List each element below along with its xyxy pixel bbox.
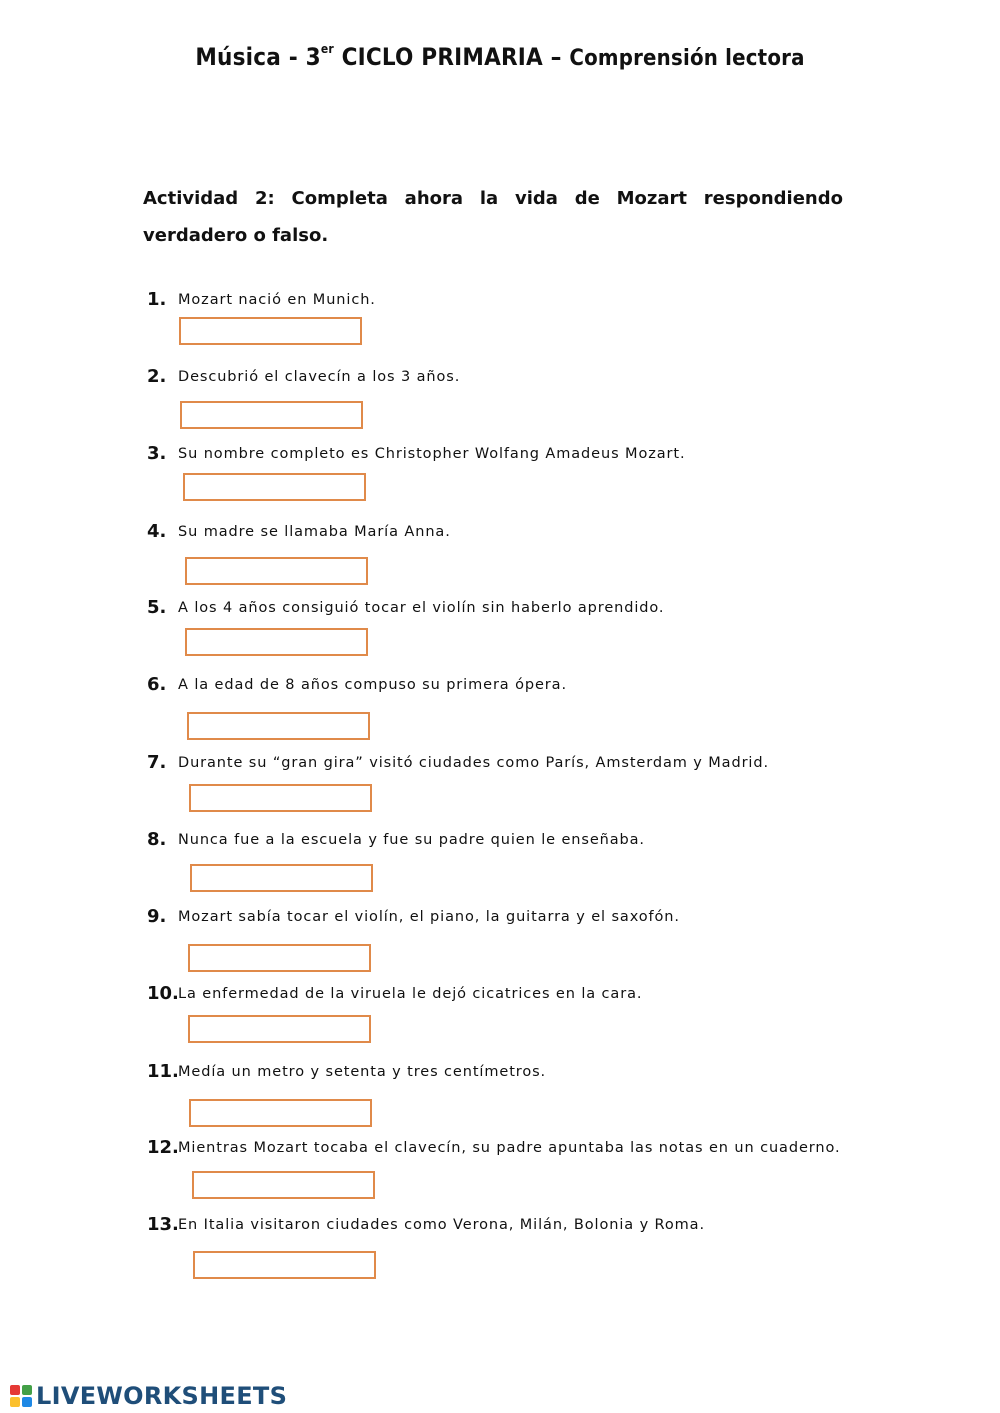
logo-tile — [10, 1397, 20, 1407]
logo-tile — [22, 1385, 32, 1395]
question-number: 8. — [147, 829, 167, 850]
footer-logo — [10, 1382, 287, 1410]
question-number: 2. — [147, 366, 167, 387]
question-number: 13. — [147, 1214, 179, 1235]
question-number: 7. — [147, 752, 167, 773]
answer-input-3[interactable] — [183, 473, 366, 501]
question-text: Mozart sabía tocar el violín, el piano, la guitarra y el saxofón. — [178, 909, 680, 925]
answer-input-1[interactable] — [179, 317, 362, 345]
question-number: 4. — [147, 521, 167, 542]
question-text: Su nombre completo es Christopher Wolfang Amadeus Mozart. — [178, 446, 686, 462]
question-text: Mozart nació en Munich. — [178, 292, 376, 308]
answer-input-5[interactable] — [185, 628, 368, 656]
question-text: En Italia visitaron ciudades como Verona, Milán, Bolonia y Roma. — [178, 1217, 705, 1233]
answer-input-7[interactable] — [189, 784, 372, 812]
question-text: Nunca fue a la escuela y fue su padre quien le enseñaba. — [178, 832, 645, 848]
question-number: 12. — [147, 1137, 179, 1158]
question-text: A la edad de 8 años compuso su primera ópera. — [178, 677, 567, 693]
liveworksheets-logo-icon — [10, 1385, 32, 1407]
answer-input-13[interactable] — [193, 1251, 376, 1279]
question-text: A los 4 años consiguió tocar el violín sin haberlo aprendido. — [178, 600, 665, 616]
answer-input-9[interactable] — [188, 944, 371, 972]
question-text: Medía un metro y setenta y tres centímetros. — [178, 1064, 547, 1080]
question-number: 10. — [147, 983, 179, 1004]
question-text: La enfermedad de la viruela le dejó cicatrices en la cara. — [178, 986, 643, 1002]
question-text: Descubrió el clavecín a los 3 años. — [178, 369, 461, 385]
brand-name: LIVEWORKSHEETS — [36, 1382, 288, 1410]
logo-tile — [22, 1397, 32, 1407]
question-number: 3. — [147, 443, 167, 464]
answer-input-4[interactable] — [185, 557, 368, 585]
question-text: Su madre se llamaba María Anna. — [178, 524, 451, 540]
question-number: 6. — [147, 674, 167, 695]
answer-input-6[interactable] — [187, 712, 370, 740]
logo-tile — [10, 1385, 20, 1395]
answer-input-10[interactable] — [188, 1015, 371, 1043]
answer-input-12[interactable] — [192, 1171, 375, 1199]
answer-input-2[interactable] — [180, 401, 363, 429]
question-number: 1. — [147, 289, 167, 310]
page-title: Música - 3er CICLO PRIMARIA – Comprensión lectora — [195, 42, 805, 71]
question-text: Durante su “gran gira” visitó ciudades como París, Amsterdam y Madrid. — [178, 755, 769, 771]
answer-input-8[interactable] — [190, 864, 373, 892]
activity-instructions: Actividad 2: Completa ahora la vida de Mozart respondiendo verdadero o falso. — [143, 188, 843, 246]
question-number: 5. — [147, 597, 167, 618]
question-number: 9. — [147, 906, 167, 927]
question-number: 11. — [147, 1061, 179, 1082]
answer-input-11[interactable] — [189, 1099, 372, 1127]
question-text: Mientras Mozart tocaba el clavecín, su padre apuntaba las notas en un cuaderno. — [178, 1140, 841, 1156]
